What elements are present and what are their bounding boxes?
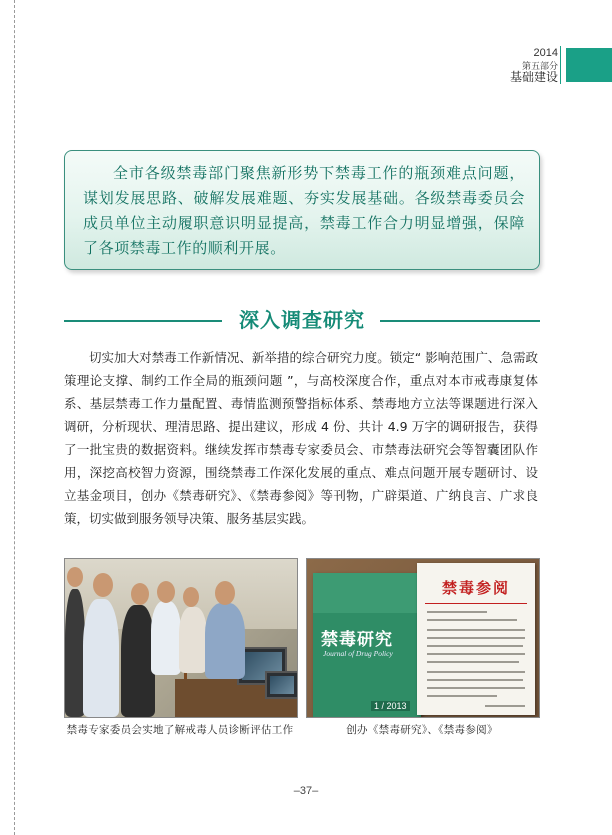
header-divider [560, 46, 561, 84]
photo-caption-left: 禁毒专家委员会实地了解戒毒人员诊断评估工作 [66, 724, 294, 736]
header-section-title: 基础建设 [509, 70, 558, 84]
bulletin-text-line [427, 619, 517, 621]
bulletin-text-line [427, 679, 523, 681]
bulletin-text-line [427, 671, 525, 673]
bulletin-text-line [427, 695, 497, 697]
bulletin-text-line [427, 645, 523, 647]
bulletin-text-line [427, 611, 487, 613]
section-title: 深入调查研究 [239, 308, 365, 332]
photo-expert-visit [64, 558, 298, 718]
photo-person-head [215, 581, 235, 605]
photo-person-head [93, 573, 113, 597]
heading-rule-right [380, 320, 540, 322]
bulletin-title-rule [425, 603, 527, 604]
binding-dashed-line [14, 0, 15, 835]
photo-person [83, 599, 119, 717]
photo-person [151, 601, 181, 675]
photo-caption-right: 创办《禁毒研究》、《禁毒参阅》 [346, 724, 498, 736]
photo-publications [306, 558, 540, 718]
journal-title: 禁毒研究 [321, 630, 393, 650]
header-year: 2014 [533, 47, 558, 59]
photo-officer [205, 603, 245, 679]
journal-cover [313, 573, 421, 718]
journal-cover-band [313, 573, 421, 613]
photo-person-head [67, 567, 83, 587]
photo-person-head [183, 587, 199, 607]
section-body-paragraph: 切实加大对禁毒工作新情况、新举措的综合研究力度。锁定“ 影响范围广、急需政策理论支撑、制约工作全局的瓶颈问题 ”，与高校深度合作，重点对本市戒毒康复体系、基层禁毒工作力量配置、毒情监测预警指标体系、禁毒地方立法等课题进行深入调研，分析现状、理清思路、提出建议，形成 4 份、共计 4.9 万字的调研报告，获得了一批宝贵的数据资料。继续发挥市禁毒专家委员会、市禁毒法研究会等智囊团队作用，深挖高校智力资源，围绕禁毒工作深化发展的重点、难点问题开展专题研讨、设立基金项目，创办《禁毒研究》、《禁毒参阅》等刊物，广辟渠道、广纳良言、广求良策，切实做到服务领导决策、服务基层实践。 [64, 350, 538, 526]
heading-rule-left [64, 320, 222, 322]
bulletin-text-line [427, 629, 525, 631]
photo-monitor-small [265, 671, 298, 699]
header-part-label: 第五部分 [521, 62, 558, 72]
header-color-tab [566, 48, 612, 82]
bulletin-page [417, 563, 535, 715]
photo-person-head [131, 583, 149, 605]
photo-person [179, 607, 207, 673]
page-number: –37– [293, 785, 319, 797]
summary-callout-box [64, 150, 540, 270]
photo-person-head [157, 581, 175, 603]
bulletin-text-line [485, 705, 525, 707]
photo-person [65, 589, 85, 717]
section-heading-row [64, 304, 540, 334]
bulletin-text-line [427, 661, 519, 663]
summary-text: 全市各级禁毒部门聚焦新形势下禁毒工作的瓶颈难点问题，谋划发展思路、破解发展难题、夯实发展基础。各级禁毒委员会成员单位主动履职意识明显提高，禁毒工作合力明显增强，保障了各项禁毒工作的顺利开展。 [83, 164, 525, 257]
bulletin-text-line [427, 687, 525, 689]
photo-person [121, 605, 155, 717]
journal-issue-label: 1 / 2013 [371, 701, 410, 711]
journal-subtitle: Journal of Drug Policy [323, 649, 393, 658]
bulletin-title: 禁毒参阅 [441, 579, 510, 597]
bulletin-text-line [427, 637, 525, 639]
bulletin-text-line [427, 653, 525, 655]
